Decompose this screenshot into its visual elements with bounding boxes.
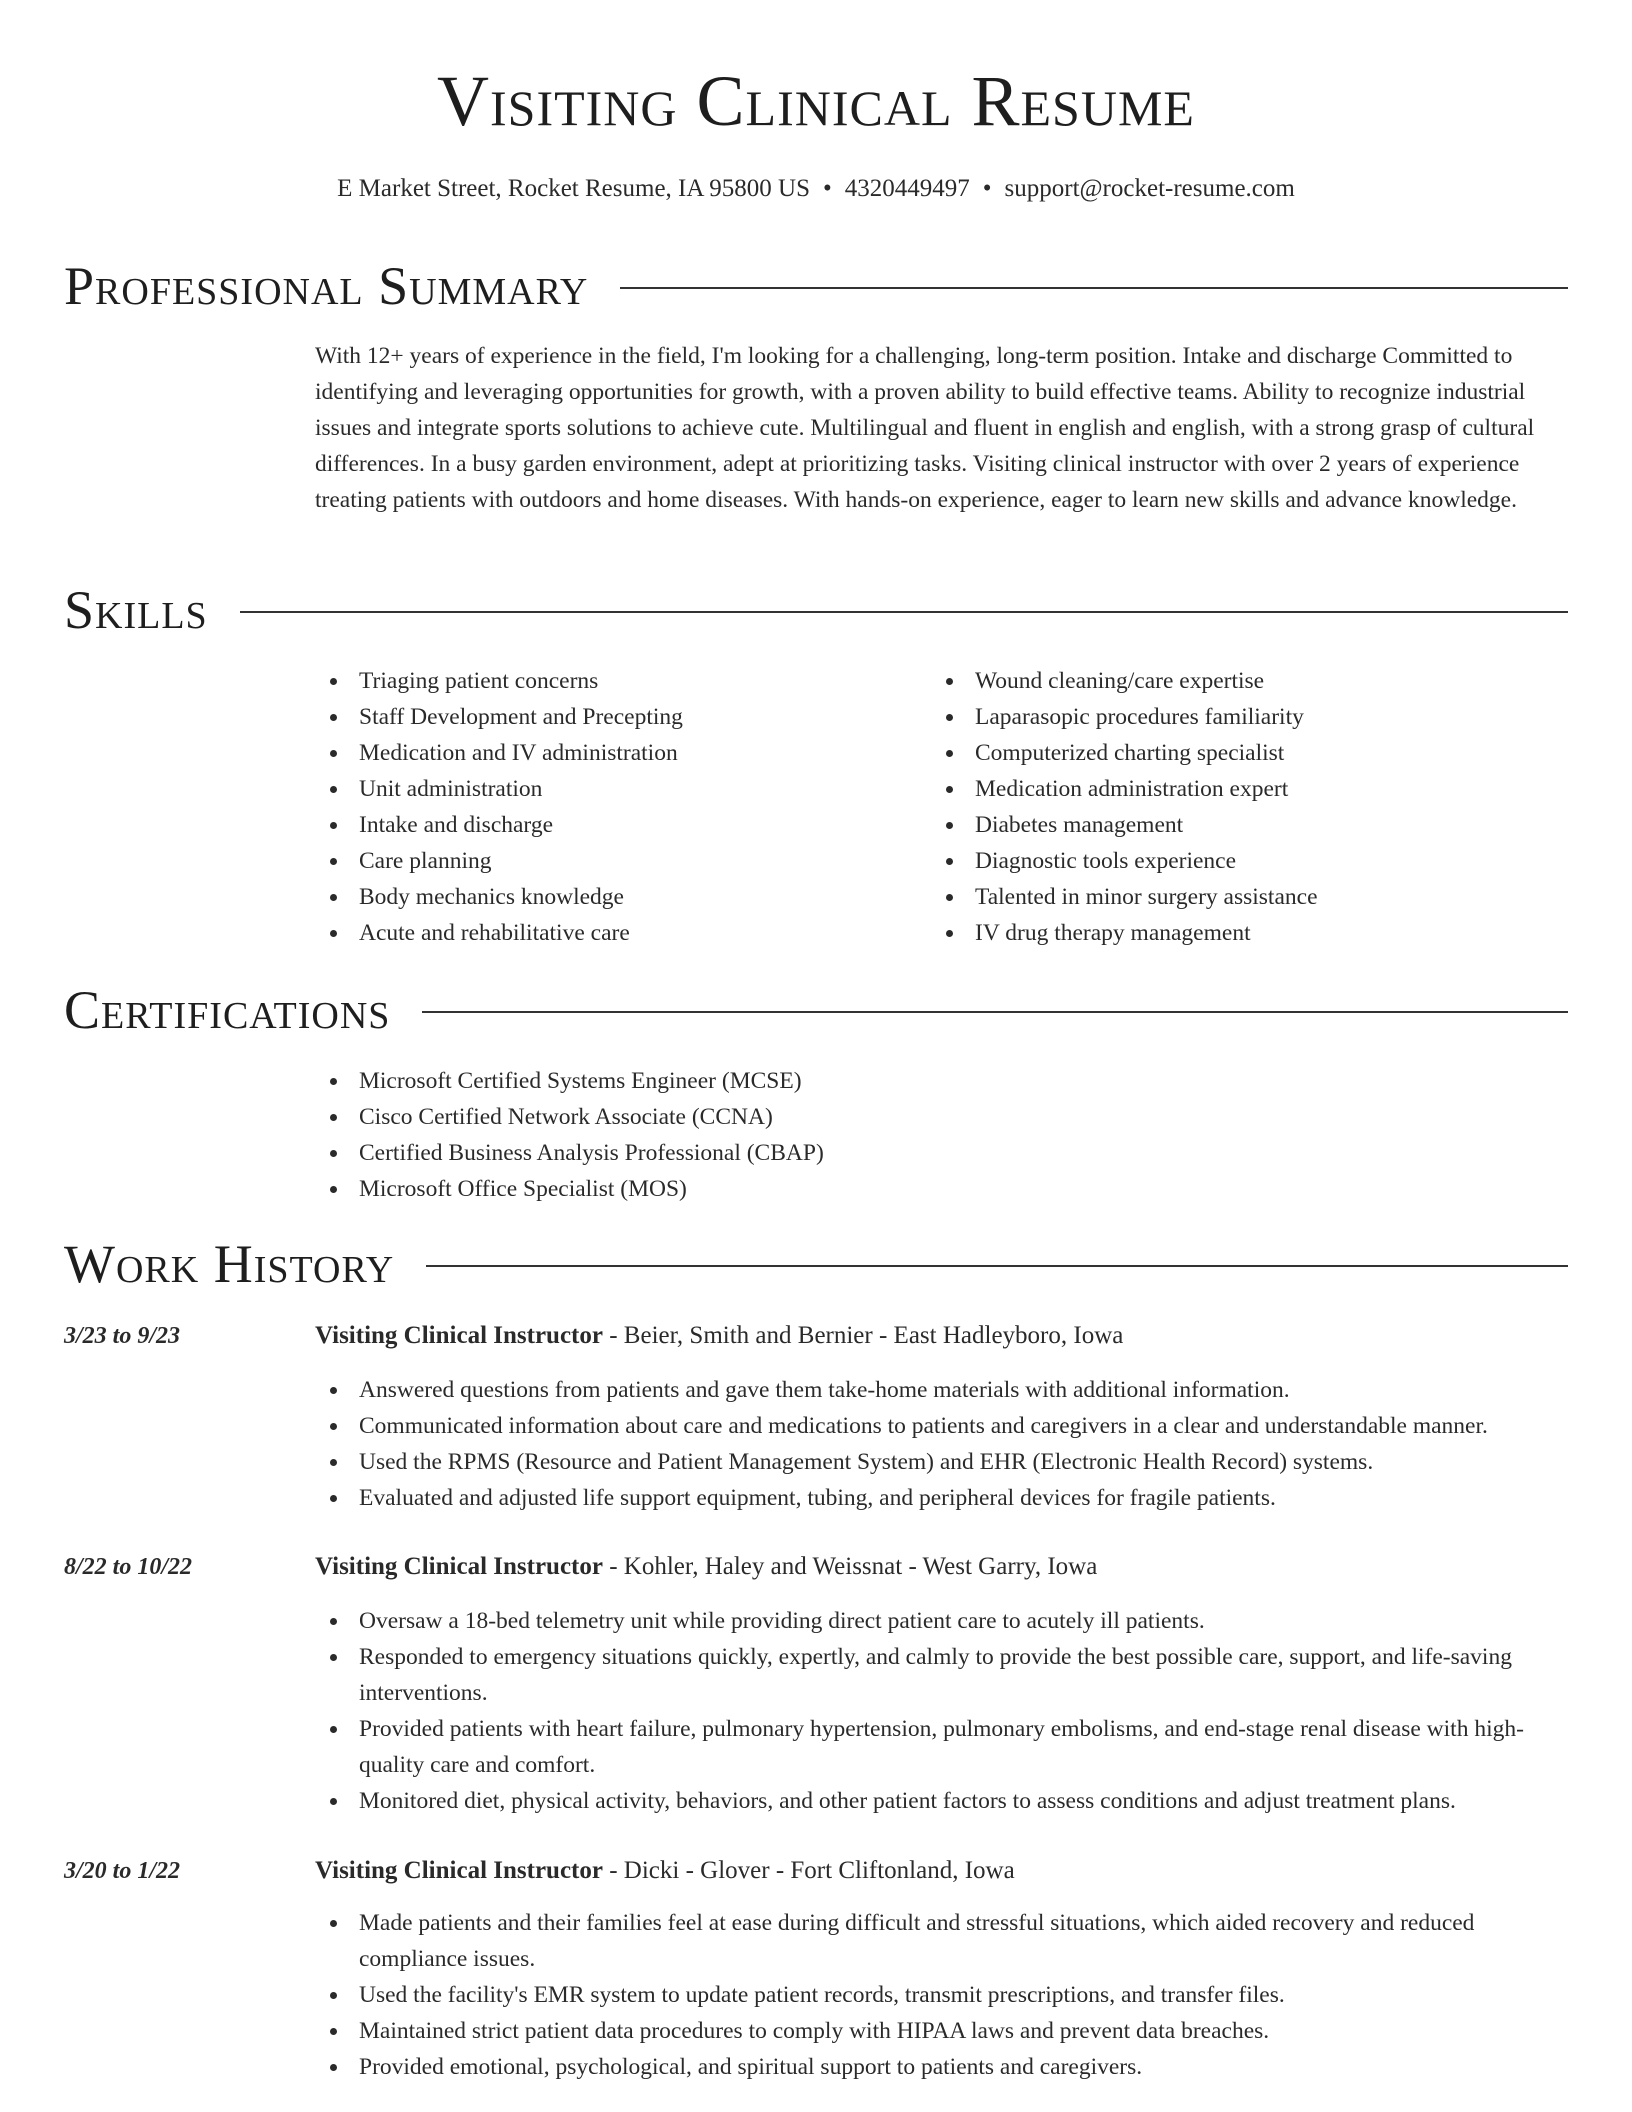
- skill-item: Intake and discharge: [315, 807, 915, 843]
- job-bullet: Monitored diet, physical activity, behaviors, and other patient factors to assess conditions and adjust treatment plans.: [315, 1783, 1575, 1819]
- certifications-section-header: [64, 978, 1568, 1042]
- certifications-list: [315, 1063, 1570, 1207]
- job-bullet: Answered questions from patients and gave them take-home materials with additional information.: [315, 1372, 1575, 1408]
- job-heading: [315, 1853, 1015, 1889]
- skill-item: IV drug therapy management: [931, 915, 1531, 951]
- job-heading: [315, 1318, 1123, 1354]
- job-dates: 8/22 to 10/22: [64, 1554, 193, 1580]
- contact-phone: 4320449497: [844, 175, 970, 202]
- certification-item: Cisco Certified Network Associate (CCNA): [315, 1099, 1570, 1135]
- certification-item: Microsoft Office Specialist (MOS): [315, 1171, 1570, 1207]
- skills-right-column: [931, 663, 1531, 951]
- certification-item: Microsoft Certified Systems Engineer (MCSE): [315, 1063, 1570, 1099]
- summary-heading: Professional Summary: [64, 256, 589, 316]
- skill-item: Laparasopic procedures familiarity: [931, 699, 1531, 735]
- job-bullet: Provided emotional, psychological, and spiritual support to patients and caregivers.: [315, 2049, 1575, 2085]
- contact-address: E Market Street, Rocket Resume, IA 95800 US: [337, 175, 810, 202]
- section-divider: [422, 1011, 1568, 1013]
- summary-section-header: [64, 254, 1568, 318]
- section-divider: [620, 287, 1568, 289]
- summary-text: With 12+ years of experience in the field, I'm looking for a challenging, long-term position. Intake and discharge Committed to identifying and leveraging opportunities for growth, with a proven ability to build effective teams. Ability to recognize industrial issues and integrate sports solutions to achieve cute. Multilingual and fluent in english and english, with a strong grasp of cultural differences. In a busy garden environment, adept at prioritizing tasks. Visiting clinical instructor with over 2 years of experience treating patients with outdoors and home diseases. With hands-on experience, eager to learn new skills and advance knowledge.: [315, 343, 1535, 513]
- job-bullet: Evaluated and adjusted life support equipment, tubing, and peripheral devices for fragile patients.: [315, 1480, 1575, 1516]
- skill-item: Medication administration expert: [931, 771, 1531, 807]
- skills-section-header: [64, 578, 1568, 642]
- contact-email: support@rocket-resume.com: [1004, 175, 1295, 202]
- skill-item: Triaging patient concerns: [315, 663, 915, 699]
- contact-line: [0, 173, 1632, 206]
- job-employer: - Kohler, Haley and Weissnat - West Garry, Iowa: [602, 1553, 1098, 1580]
- job-role: Visiting Clinical Instructor: [315, 1553, 603, 1580]
- job-bullet: Communicated information about care and medications to patients and caregivers in a clear and understandable manner.: [315, 1408, 1575, 1444]
- skill-item: Medication and IV administration: [315, 735, 915, 771]
- skill-item: Wound cleaning/care expertise: [931, 663, 1531, 699]
- job-bullet: Maintained strict patient data procedures to comply with HIPAA laws and prevent data breaches.: [315, 2013, 1575, 2049]
- contact-separator: •: [982, 175, 992, 202]
- job-bullet: Provided patients with heart failure, pulmonary hypertension, pulmonary embolisms, and end-stage renal disease with high-quality care and comfort.: [315, 1711, 1575, 1783]
- resume-title: Visiting Clinical Resume: [437, 61, 1195, 141]
- contact-separator: •: [823, 175, 832, 202]
- skill-item: Body mechanics knowledge: [315, 879, 915, 915]
- skill-item: Talented in minor surgery assistance: [931, 879, 1531, 915]
- job-employer: - Dicki - Glover - Fort Cliftonland, Iowa: [602, 1857, 1015, 1884]
- skills-list-left: [315, 663, 915, 951]
- job-entry: [64, 1853, 1574, 2103]
- skill-item: Diabetes management: [931, 807, 1531, 843]
- job-bullet: Made patients and their families feel at ease during difficult and stressful situations, which aided recovery and reduced compliance issues.: [315, 1905, 1575, 1977]
- job-bullet: Oversaw a 18-bed telemetry unit while providing direct patient care to acutely ill patients.: [315, 1603, 1575, 1639]
- job-entry: [64, 1318, 1574, 1518]
- section-divider: [426, 1265, 1568, 1267]
- certifications-column: [315, 1063, 1570, 1207]
- section-divider: [240, 611, 1568, 613]
- skills-left-column: [315, 663, 915, 951]
- skill-item: Care planning: [315, 843, 915, 879]
- work-history-heading: Work History: [64, 1234, 395, 1294]
- job-bullet: Responded to emergency situations quickly, expertly, and calmly to provide the best possible care, support, and life-saving interventions.: [315, 1639, 1575, 1711]
- skills-list-right: [931, 663, 1531, 951]
- job-bullets: [315, 1603, 1575, 1819]
- skill-item: Computerized charting specialist: [931, 735, 1531, 771]
- skill-item: Staff Development and Precepting: [315, 699, 915, 735]
- skill-item: Unit administration: [315, 771, 915, 807]
- skill-item: Diagnostic tools experience: [931, 843, 1531, 879]
- skills-heading: Skills: [64, 580, 208, 640]
- job-bullets: [315, 1372, 1575, 1516]
- job-role: Visiting Clinical Instructor: [315, 1857, 603, 1884]
- job-bullets: [315, 1905, 1575, 2085]
- job-dates: 3/23 to 9/23: [64, 1323, 181, 1349]
- certification-item: Certified Business Analysis Professional (CBAP): [315, 1135, 1570, 1171]
- certifications-heading: Certifications: [64, 980, 391, 1040]
- job-dates: 3/20 to 1/22: [64, 1858, 181, 1884]
- job-role: Visiting Clinical Instructor: [315, 1322, 603, 1349]
- skill-item: Acute and rehabilitative care: [315, 915, 915, 951]
- job-employer: - Beier, Smith and Bernier - East Hadleyboro, Iowa: [602, 1322, 1124, 1349]
- job-bullet: Used the facility's EMR system to update patient records, transmit prescriptions, and transfer files.: [315, 1977, 1575, 2013]
- job-heading: [315, 1549, 1097, 1585]
- job-entry: [64, 1549, 1574, 1829]
- work-history-section-header: [64, 1232, 1568, 1296]
- job-bullet: Used the RPMS (Resource and Patient Management System) and EHR (Electronic Health Record) systems.: [315, 1444, 1575, 1480]
